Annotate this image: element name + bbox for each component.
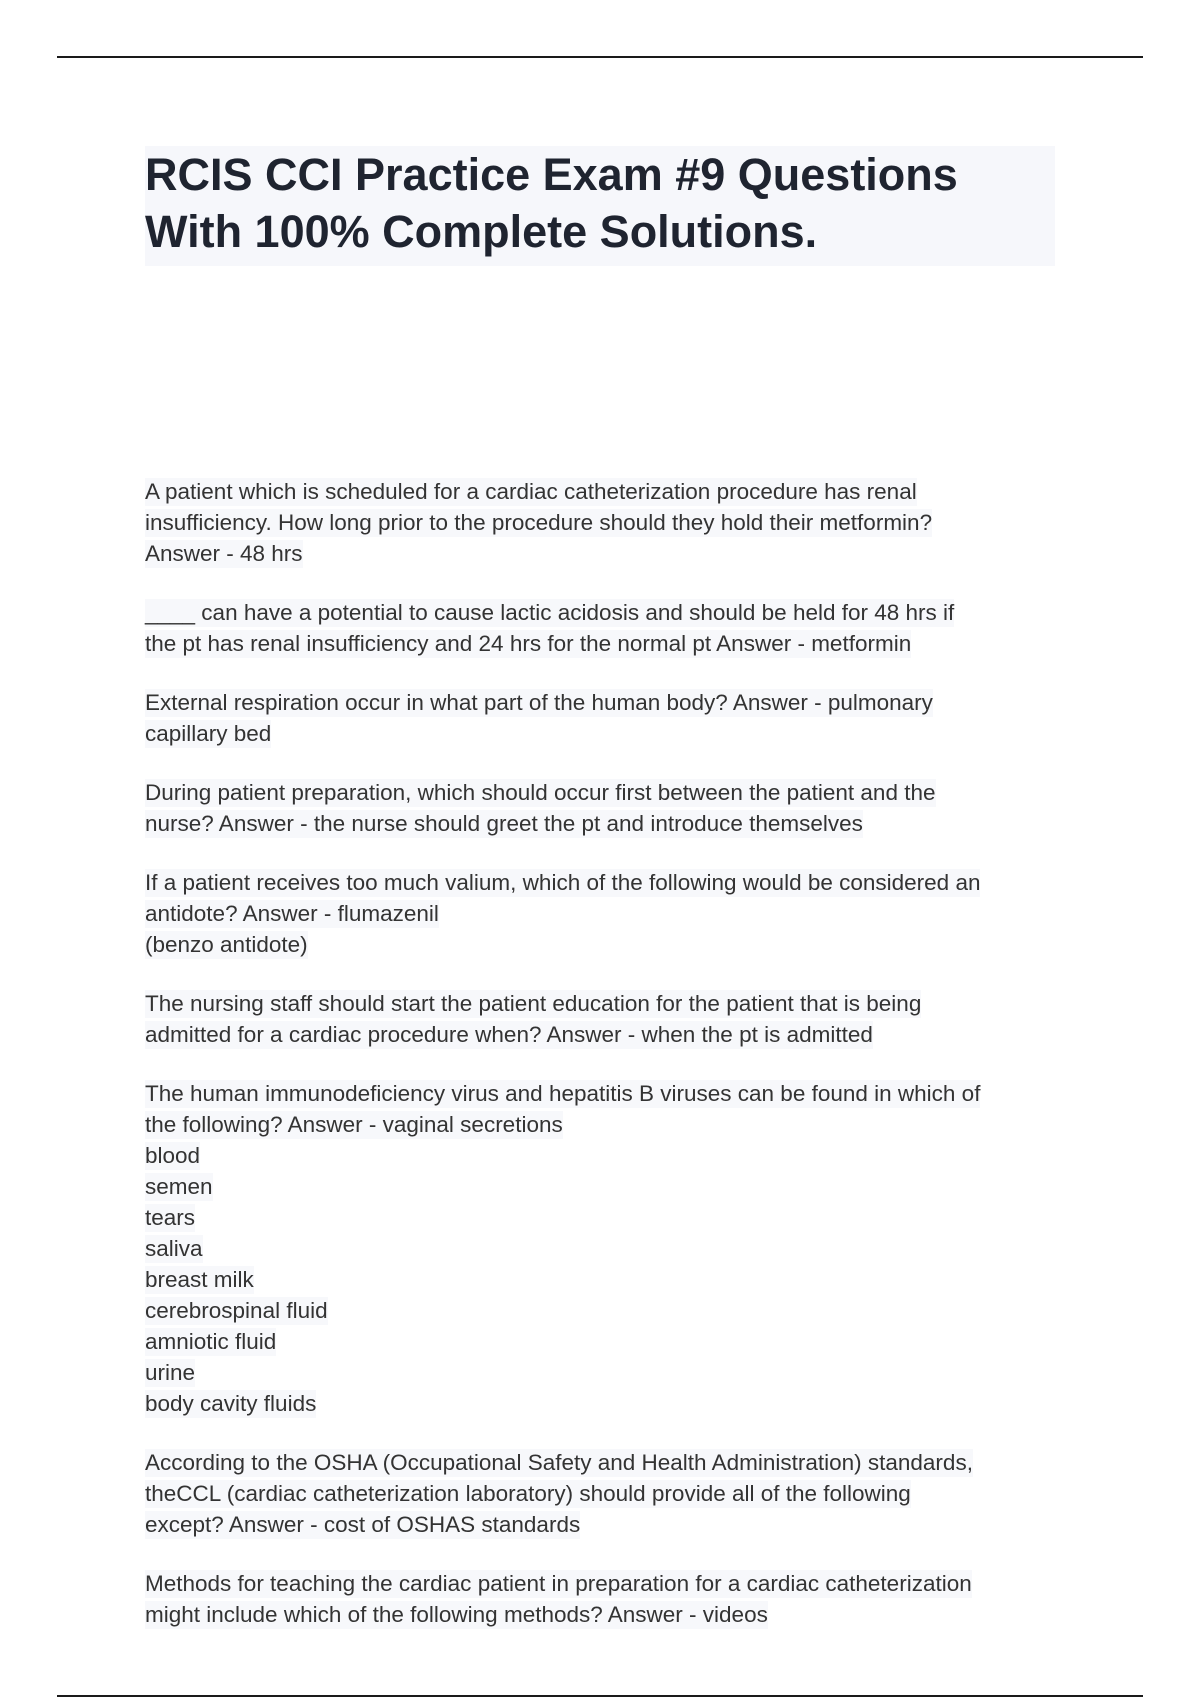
qa-text-line: nurse? Answer - the nurse should greet the pt and introduce themselves — [145, 811, 863, 836]
qa-text-line: saliva — [145, 1236, 203, 1261]
qa-text-line: cerebrospinal fluid — [145, 1298, 328, 1323]
qa-text-line: breast milk — [145, 1267, 254, 1292]
qa-item — [145, 1570, 1075, 1632]
qa-text-line: According to the OSHA (Occupational Safety and Health Administration) standards, — [145, 1450, 973, 1475]
qa-text-line: urine — [145, 1360, 196, 1385]
qa-text-line: tears — [145, 1205, 196, 1230]
qa-text-line: semen — [145, 1174, 213, 1199]
qa-item — [145, 990, 1075, 1052]
title-line: RCIS CCI Practice Exam #9 Questions — [145, 149, 958, 200]
qa-text-line: admitted for a cardiac procedure when? Answer - when the pt is admitted — [145, 1022, 873, 1047]
title-line: With 100% Complete Solutions. — [145, 206, 818, 257]
qa-text-line: the following? Answer - vaginal secretions — [145, 1112, 563, 1137]
qa-text-line: ____ can have a potential to cause lactic acidosis and should be held for 48 hrs if — [145, 600, 955, 625]
qa-text-line: the pt has renal insufficiency and 24 hrs for the normal pt Answer - metformin — [145, 631, 912, 656]
bottom-rule — [57, 1695, 1143, 1697]
qa-text-line: blood — [145, 1143, 201, 1168]
qa-text-line: External respiration occur in what part of the human body? Answer - pulmonary — [145, 690, 933, 715]
qa-item — [145, 869, 1075, 962]
qa-item — [145, 1080, 1075, 1421]
qa-text-line: The human immunodeficiency virus and hepatitis B viruses can be found in which of — [145, 1081, 981, 1106]
qa-text-line: capillary bed — [145, 721, 272, 746]
question-list — [145, 478, 1075, 1660]
qa-text-line: (benzo antidote) — [145, 932, 308, 957]
qa-text-line: Methods for teaching the cardiac patient in preparation for a cardiac catheterization — [145, 1571, 972, 1596]
qa-text-line: Answer - 48 hrs — [145, 541, 303, 566]
qa-item — [145, 779, 1075, 841]
qa-text-line: insufficiency. How long prior to the procedure should they hold their metformin? — [145, 510, 933, 535]
qa-text-line: body cavity fluids — [145, 1391, 317, 1416]
qa-text-line: amniotic fluid — [145, 1329, 277, 1354]
qa-text-line: During patient preparation, which should occur first between the patient and the — [145, 780, 936, 805]
qa-item — [145, 599, 1075, 661]
qa-item — [145, 1449, 1075, 1542]
qa-text-line: except? Answer - cost of OSHAS standards — [145, 1512, 581, 1537]
qa-text-line: The nursing staff should start the patient education for the patient that is being — [145, 991, 922, 1016]
document-title — [145, 146, 1055, 266]
qa-text-line: A patient which is scheduled for a cardiac catheterization procedure has renal — [145, 479, 917, 504]
qa-text-line: antidote? Answer - flumazenil — [145, 901, 439, 926]
top-rule — [57, 56, 1143, 58]
qa-item — [145, 478, 1075, 571]
qa-item — [145, 689, 1075, 751]
qa-text-line: might include which of the following methods? Answer - videos — [145, 1602, 768, 1627]
qa-text-line: theCCL (cardiac catheterization laboratory) should provide all of the following — [145, 1481, 911, 1506]
qa-text-line: If a patient receives too much valium, which of the following would be considered an — [145, 870, 981, 895]
